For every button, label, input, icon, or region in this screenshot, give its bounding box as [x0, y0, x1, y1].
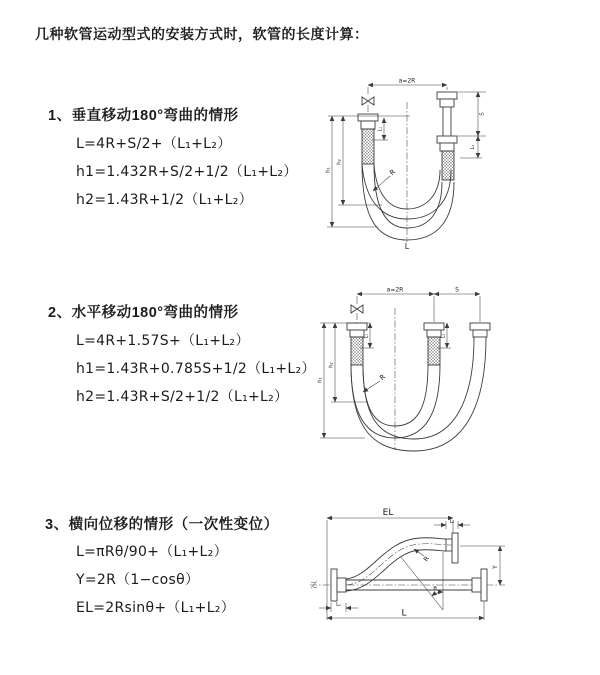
diagram-horizontal-180-bend	[310, 280, 600, 460]
radius-leader	[363, 373, 387, 392]
centerline-z-mark	[311, 581, 317, 588]
dim-label-h2: h₂	[328, 362, 335, 368]
dimension-s	[458, 92, 486, 136]
dimension-l	[327, 602, 484, 620]
flange-right-original	[472, 569, 487, 601]
flange-left	[347, 323, 367, 365]
dim-label-theta: θ	[433, 586, 437, 592]
valve-icon	[351, 305, 363, 323]
dim-label-y: Y	[492, 565, 499, 569]
section-2-formula-h1: h1=1.43R+0.785S+1/2（L₁+L₂）	[76, 361, 316, 377]
flange-left	[358, 114, 378, 164]
section-3-formula-L: L=πRθ/90+（L₁+L₂）	[76, 544, 228, 560]
valve-icon	[362, 97, 374, 114]
dim-label-h2: h₂	[336, 159, 343, 165]
flange-left	[331, 569, 346, 601]
dim-label-l2: L₂	[449, 519, 455, 525]
page-title: 几种软管运动型式的安装方式时，软管的长度计算：	[35, 26, 369, 42]
section-1-formula-h2: h2=1.43R+1/2（L₁+L₂）	[76, 192, 253, 208]
dim-label-s: S	[479, 112, 486, 116]
dimension-l2	[460, 136, 482, 158]
angle-theta	[401, 552, 443, 610]
dim-label-el: EL	[382, 508, 394, 518]
dim-label-l2: L₂	[471, 144, 476, 150]
dim-label-l1: L₁	[364, 333, 370, 339]
section-3-formula-EL: EL=2Rsinθ+（L₁+L₂）	[76, 600, 236, 616]
dim-label-l1: L₁	[336, 602, 341, 608]
dimension-l1	[319, 602, 358, 612]
flange-upper-displaced	[446, 533, 458, 563]
dim-label-s: S	[455, 286, 459, 294]
dim-label-a2r: a=2R	[398, 77, 416, 85]
hose-u-bends	[362, 164, 454, 240]
dim-label-r: R	[388, 167, 398, 178]
hose-s-curve	[346, 538, 452, 591]
dimension-l2	[434, 519, 470, 529]
dim-label-r: R	[421, 554, 431, 564]
flange-right-moved	[470, 323, 490, 337]
dim-label-h1: h₁	[317, 377, 324, 383]
dimension-a2r	[357, 287, 480, 323]
dim-label-l2: L₂	[441, 333, 447, 339]
radius-leader	[414, 549, 431, 563]
dim-label-h1: h₁	[325, 167, 332, 173]
hose-u-bends	[351, 337, 486, 451]
dim-label-l: L	[401, 608, 407, 619]
section-3-formula-Y: Y=2R（1−cosθ）	[76, 572, 200, 588]
section-2-formula-h2: h2=1.43R+S/2+1/2（L₁+L₂）	[76, 389, 289, 405]
dim-label-l1: L₁	[378, 126, 384, 132]
section-2-formula-L: L=4R+1.57S+（L₁+L₂）	[76, 333, 250, 349]
dimension-s	[434, 287, 480, 295]
section-1-formula-L: L=4R+S/2+（L₁+L₂）	[76, 136, 232, 152]
dim-label-a2r: a=2R	[386, 286, 404, 294]
flange-middle	[424, 323, 444, 365]
section-3-heading: 3、横向位移的情形（一次性变位）	[45, 517, 279, 533]
section-1-formula-h1: h1=1.432R+S/2+1/2（L₁+L₂）	[76, 164, 298, 180]
section-1-heading: 1、垂直移动180°弯曲的情形	[48, 108, 239, 124]
dim-label-r: R	[378, 372, 388, 383]
flange-right-upper	[437, 92, 457, 136]
diagram-vertical-180-bend	[310, 70, 600, 260]
section-2-heading: 2、水平移动180°弯曲的情形	[48, 305, 239, 321]
diagram-lateral-displacement	[300, 500, 600, 640]
dim-label-l: L	[404, 242, 410, 251]
dimension-a2r	[368, 78, 447, 95]
